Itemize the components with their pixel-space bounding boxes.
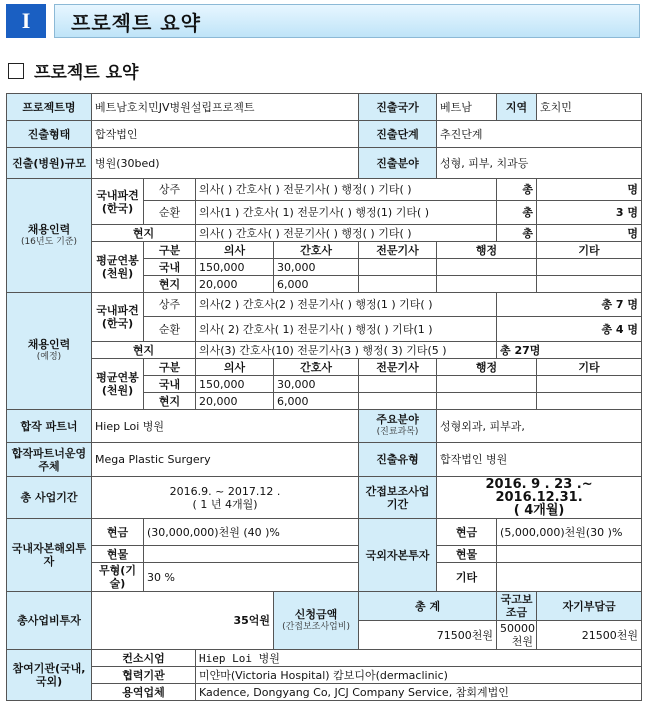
hiring-2016-sublabel: (16년도 기준) — [20, 236, 78, 247]
field-label: 진출분야 — [359, 148, 437, 179]
section-number: I — [6, 4, 46, 38]
salary-header-5: 기타 — [537, 242, 642, 259]
type: 합작법인 병원 — [437, 443, 642, 477]
plan-local-label: 현지 — [92, 342, 196, 359]
salary-cell — [359, 276, 437, 293]
f-cash-label: 현금 — [437, 519, 497, 546]
consult: Hiep Loi 병원 — [196, 650, 642, 667]
consult-label: 컨소시엄 — [92, 650, 196, 667]
partner-label: 합작 파트너 — [7, 410, 92, 443]
region: 호치민 — [537, 94, 642, 121]
f-other-label: 기타 — [437, 563, 497, 592]
plan-salary-cell — [359, 393, 437, 410]
gov-label: 국고보조금 — [497, 592, 537, 621]
local-total-unit: 명 — [627, 226, 639, 240]
request-sub: (간접보조사업비) — [282, 621, 350, 632]
intangible: 30 % — [144, 563, 359, 592]
sum-label: 총 계 — [359, 592, 497, 621]
region-label: 지역 — [497, 94, 537, 121]
f-other — [497, 563, 642, 592]
resident-label: 상주 — [144, 179, 196, 201]
budget-total: 35억원 — [92, 592, 274, 650]
support-label: 간접보조사업기간 — [359, 477, 437, 519]
period-range: 2016.9. ~ 2017.12 . — [169, 484, 281, 498]
rotation-detail: 의사(1 ) 간호사( 1) 전문기사( ) 행정(1) 기타( ) — [196, 201, 497, 225]
plan-resident-detail: 의사(2 ) 간호사(2 ) 전문기사( ) 행정(1 ) 기타( ) — [196, 293, 497, 317]
intangible-label: 무형(기술) — [92, 563, 144, 592]
f-cash: (5,000,000)천원(30 )% — [497, 519, 642, 546]
plan-rotation-detail: 의사( 2) 간호사( 1) 전문기사( ) 행정( ) 기타(1 ) — [196, 317, 497, 342]
period-duration: ( 1 년 4개월) — [192, 497, 258, 511]
plan-salary-cell: 현지 — [144, 393, 196, 410]
local-total — [537, 225, 642, 242]
dispatch-label: 국내파견(한국) — [92, 179, 144, 225]
cash: (30,000,000)천원 (40 )% — [144, 519, 359, 546]
salary-cell: 6,000 — [274, 276, 359, 293]
period-cell — [92, 477, 359, 519]
project-summary-table — [6, 93, 642, 701]
local-total-label: 총 — [497, 225, 537, 242]
goods — [144, 546, 359, 563]
service: Kadence, Dongyang Co, JCJ Company Service, 참회계법인 — [196, 684, 642, 701]
main-field-sub: (진료과목) — [376, 427, 419, 437]
project-name: 베트남호치민JV병원설립프로젝트 — [92, 94, 359, 121]
salary-cell: 현지 — [144, 276, 196, 293]
budget-label: 총사업비투자 — [7, 592, 92, 650]
scale-label: 진출(병원)규모 — [7, 148, 92, 179]
country: 베트남 — [437, 94, 497, 121]
resident-total-unit: 명 — [627, 183, 639, 196]
plan-salary-cell — [537, 376, 642, 393]
operator-label: 합작파트너운영주체 — [7, 443, 92, 477]
main-field-label — [359, 410, 437, 443]
gov-value: 50000천원 — [497, 621, 537, 650]
plan-salary-cell: 20,000 — [196, 393, 274, 410]
country-label: 진출국가 — [359, 94, 437, 121]
support-duration: ( 4개월) — [513, 503, 565, 518]
partner-name: Hiep Loi 병원 — [92, 410, 359, 443]
resident-total — [537, 179, 642, 201]
plan-salary-cell — [437, 393, 537, 410]
plan-salary-cell: 30,000 — [274, 376, 359, 393]
local-detail: 의사( ) 간호사( ) 전문기사( ) 행정( ) 기타( ) — [196, 225, 497, 242]
salary-header-2: 간호사 — [274, 242, 359, 259]
plan-local-total: 총 27명 — [497, 342, 642, 359]
stage: 추진단계 — [437, 121, 642, 148]
field: 성형, 피부, 치과등 — [437, 148, 642, 179]
salary-label: 평균연봉(천원) — [92, 242, 144, 293]
cash-label: 현금 — [92, 519, 144, 546]
main-field-title: 주요분야 — [376, 413, 419, 426]
main-field: 성형외과, 피부과, — [437, 410, 642, 443]
header-title: 프로젝트 요약 — [71, 10, 201, 35]
plan-rotation-label: 순환 — [144, 317, 196, 342]
service-label: 용역업체 — [92, 684, 196, 701]
salary-cell: 30,000 — [274, 259, 359, 276]
page-header — [6, 4, 640, 38]
rotation-label: 순환 — [144, 201, 196, 225]
plan-resident-total: 총 7 명 — [497, 293, 642, 317]
hiring-2016-label — [7, 179, 92, 293]
plan-salary-cell — [437, 376, 537, 393]
checkbox-icon — [8, 63, 24, 79]
section-title — [8, 58, 138, 83]
plan-local-detail: 의사(3) 간호사(10) 전문기사(3 ) 행정( 3) 기타(5 ) — [196, 342, 497, 359]
coop: 미얀마(Victoria Hospital) 캄보디아(dermaclinic) — [196, 667, 642, 684]
plan-salary-cell — [537, 393, 642, 410]
goods-label: 현물 — [92, 546, 144, 563]
plan-salary-header-0: 구분 — [144, 359, 196, 376]
plan-salary-cell: 국내 — [144, 376, 196, 393]
plan-salary-cell — [359, 376, 437, 393]
hiring-plan-sublabel: (예정) — [36, 352, 62, 362]
salary-cell — [437, 276, 537, 293]
salary-header-4: 행정 — [437, 242, 537, 259]
rotation-total-value: 3 — [615, 206, 624, 219]
hiring-2016-title: 채용인력 — [27, 222, 71, 236]
plan-salary-header-4: 행정 — [437, 359, 537, 376]
rotation-total — [537, 201, 642, 225]
salary-header-0: 구분 — [144, 242, 196, 259]
coop-label: 협력기관 — [92, 667, 196, 684]
salary-cell — [537, 259, 642, 276]
salary-header-3: 전문기사 — [359, 242, 437, 259]
salary-cell — [537, 276, 642, 293]
salary-cell: 국내 — [144, 259, 196, 276]
plan-salary-header-2: 간호사 — [274, 359, 359, 376]
plan-salary-cell: 6,000 — [274, 393, 359, 410]
form-label: 진출형태 — [7, 121, 92, 148]
form: 합작법인 — [92, 121, 359, 148]
rotation-total-unit: 명 — [627, 206, 639, 219]
resident-total-label: 총 — [497, 179, 537, 201]
section-title-text: 프로젝트 요약 — [34, 63, 139, 83]
stage-label: 진출단계 — [359, 121, 437, 148]
support-range: 2016. 9 . 23 .~ 2016.12.31. — [485, 477, 593, 505]
salary-cell: 150,000 — [196, 259, 274, 276]
f-goods-label: 현물 — [437, 546, 497, 563]
self-value: 21500천원 — [537, 621, 642, 650]
sum-value: 71500천원 — [359, 621, 497, 650]
rotation-total-label: 총 — [497, 201, 537, 225]
period-label: 총 사업기간 — [7, 477, 92, 519]
foreign-label: 국외자본투자 — [359, 519, 437, 592]
domestic-label: 국내자본해외투자 — [7, 519, 92, 592]
salary-cell: 20,000 — [196, 276, 274, 293]
support-cell — [437, 477, 642, 519]
header-title-box — [54, 4, 640, 38]
salary-header-1: 의사 — [196, 242, 274, 259]
hiring-plan-title: 채용인력 — [27, 338, 71, 351]
resident-detail: 의사( ) 간호사( ) 전문기사( ) 행정( ) 기타( ) — [196, 179, 497, 201]
type-label: 진출유형 — [359, 443, 437, 477]
plan-salary-label: 평균연봉(천원) — [92, 359, 144, 410]
project-name-label: 프로젝트명 — [7, 94, 92, 121]
plan-salary-header-3: 전문기사 — [359, 359, 437, 376]
hiring-plan-label — [7, 293, 92, 410]
plan-salary-header-5: 기타 — [537, 359, 642, 376]
plan-dispatch-label: 국내파견(한국) — [92, 293, 144, 342]
plan-rotation-total: 총 4 명 — [497, 317, 642, 342]
plan-resident-label: 상주 — [144, 293, 196, 317]
self-label: 자기부담금 — [537, 592, 642, 621]
salary-cell — [359, 259, 437, 276]
local-label: 현지 — [92, 225, 196, 242]
request-title: 신청금액 — [294, 607, 338, 621]
agencies-label: 참여기관(국내,국외) — [7, 650, 92, 701]
plan-salary-header-1: 의사 — [196, 359, 274, 376]
operator: Mega Plastic Surgery — [92, 443, 359, 477]
salary-cell — [437, 259, 537, 276]
scale: 병원(30bed) — [92, 148, 359, 179]
request-label — [274, 592, 359, 650]
f-goods — [497, 546, 642, 563]
plan-salary-cell: 150,000 — [196, 376, 274, 393]
